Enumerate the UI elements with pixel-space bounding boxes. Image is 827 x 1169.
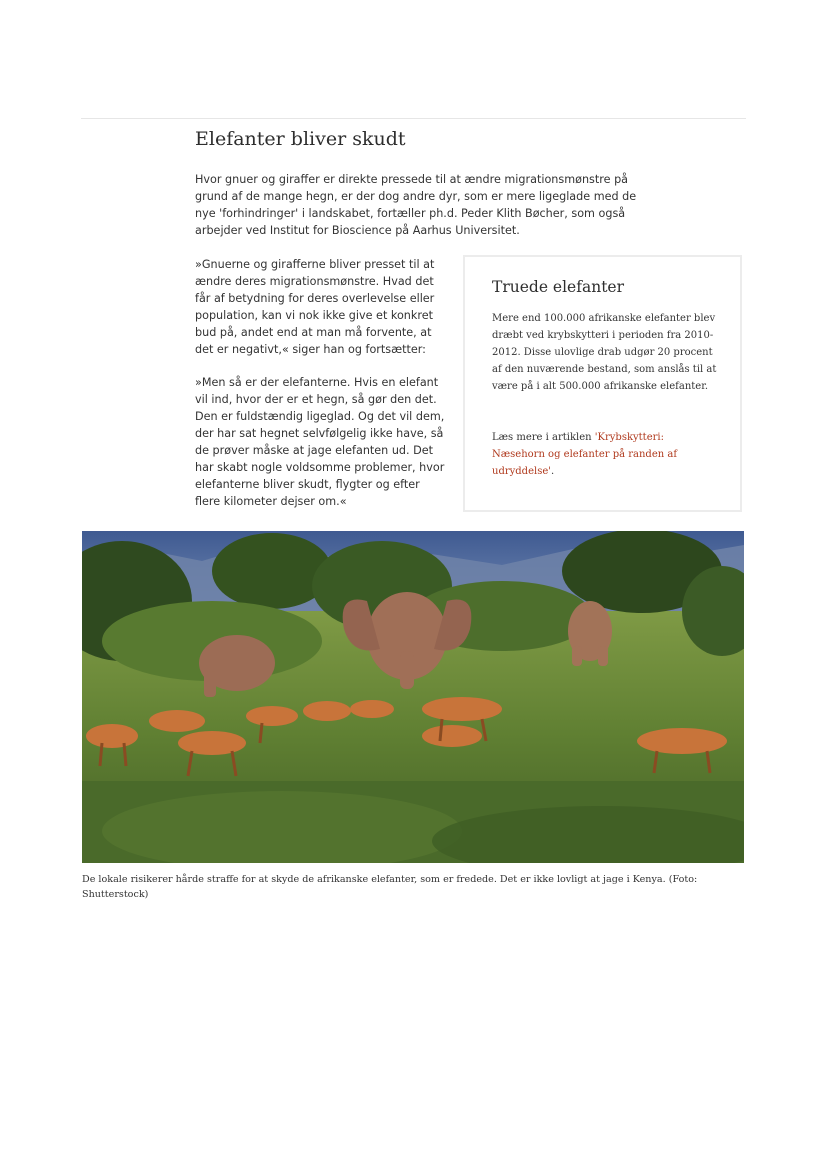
tree-center-left [212, 533, 332, 609]
quote-paragraph-2: »Men så er der elefanterne. Hvis en elefant vil ind, hvor der er et hegn, så gør den det. Den er fuldstændig ligeglad. Og det vil dem, der har sat hegnet selvfølgelig ikke have, så de prøver måske at jage elefanten ud. Det har skabt nogle voldsomme problemer, hvor elefanterne bliver skudt, flygter og efter flere kilometer dejser om.« [195, 376, 445, 508]
section-heading: Elefanter bliver skudt [195, 128, 406, 150]
read-more-suffix: . [551, 466, 555, 477]
top-divider [81, 118, 746, 119]
fact-box [463, 255, 742, 512]
savanna-photo [82, 531, 744, 863]
fact-box-title: Truede elefanter [492, 278, 624, 296]
photo-caption: De lokale risikerer hårde straffe for at skyde de afrikanske elefanter, som er fredede. Det er ikke lovligt at jage i Kenya. (Foto: Shutterstock) [82, 874, 698, 900]
fact-box-read-more [492, 429, 720, 480]
read-more-prefix: Læs mere i artiklen [492, 432, 595, 443]
intro-paragraph: Hvor gnuer og giraffer er direkte pressede til at ændre migrationsmønstre på grund af de mange hegn, er der dog andre dyr, som er mere ligeglade med de nye 'forhindringer' i landskabet, fortæller ph.d. Peder Klith Bøcher, som også arbejder ved Institut for Bioscience på Aarhus Universitet. [195, 173, 637, 237]
article-link[interactable]: 'Krybskytteri: Næsehorn og elefanter på randen af udryddelse' [492, 432, 678, 477]
quote-paragraph-1: »Gnuerne og girafferne bliver presset til at ændre deres migrationsmønstre. Hvad det får af betydning for deres overlevelse eller population, kan vi nok ikke give et konkret bud på, andet end at man må forvente, at det er negativt,« siger han og fortsætter: [195, 258, 435, 356]
fact-box-body: Mere end 100.000 afrikanske elefanter blev dræbt ved krybskytteri i perioden fra 2010-2012. Disse ulovlige drab udgør 20 procent af den nuværende bestand, som anslås til at være på i alt 500.000 afrikanske elefanter. [492, 313, 717, 392]
elephant-right [568, 601, 612, 666]
